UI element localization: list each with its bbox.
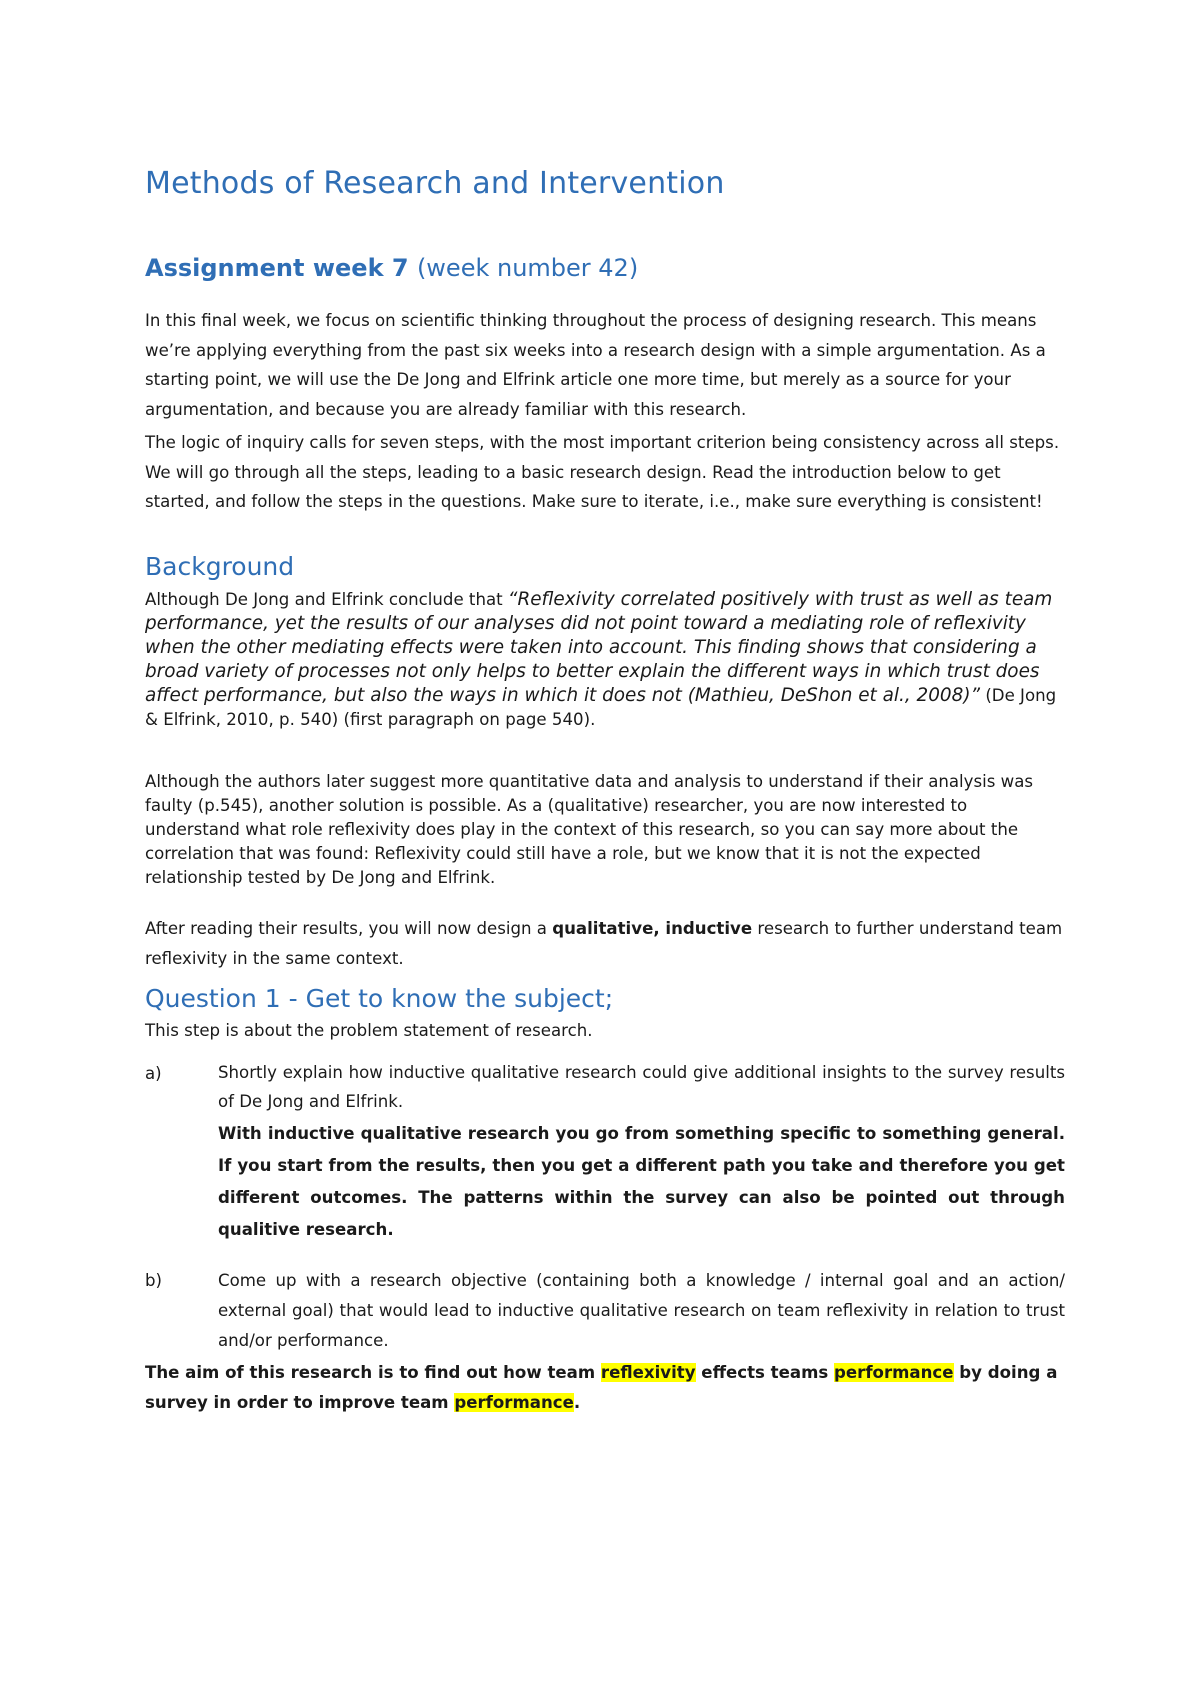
background-paragraph-2: Although the authors later suggest more quantitative data and analysis to understand if their analysis was faulty (p.545), another solution is possible. As a (qualitative) researcher, you are now interested to understand what role reflexivity does play in the context of this research, so you can say more about the correlation that was found: Reflexivity could still have a role, but we know that it is not the expected relationship tested by De Jong and Elfrink. (145, 772, 1034, 887)
qualitative-inductive: qualitative, inductive (552, 919, 753, 938)
highlight-performance-2: performance (454, 1392, 574, 1412)
document-page (145, 0, 1065, 1698)
assignment-subtitle (145, 254, 638, 282)
background-quote-paragraph (145, 588, 1065, 732)
background-heading: Background (145, 552, 295, 581)
question-1b-marker: b) (145, 1271, 163, 1290)
intro-paragraph-2: The logic of inquiry calls for seven steps, with the most important criterion being consistency across all steps. We will go through all the steps, leading to a basic research design. Read the introduction below to get started, and follow the steps in the questions. Make sure to iterate, i.e., make sure everything is consistent! (145, 433, 1060, 511)
background-lead: Although De Jong and Elfrink conclude that (145, 590, 508, 609)
highlight-performance-1: performance (834, 1363, 954, 1382)
week-number: (week number 42) (416, 254, 639, 282)
background-paragraph-3: After reading their results, you will now design a qualitative, inductive research to further understand team reflexivity in the same context. (145, 919, 1063, 968)
intro-paragraph-1: In this final week, we focus on scientific thinking throughout the process of designing research. This means we’re applying everything from the past six weeks into a research design with a simple argumentation. As a starting point, we will use the De Jong and Elfrink article one more time, but merely as a source for your argumentation, and because you are already familiar with this research. (145, 311, 1046, 419)
question-1a-text: Shortly explain how inductive qualitative research could give additional insights to the survey results of De Jong and Elfrink. (218, 1063, 1065, 1111)
question-1a-marker: a) (145, 1064, 162, 1083)
background-quote: “Reflexivity correlated positively with trust as well as team performance, yet the results of our analyses did not point toward a mediating role of reflexivity when the other mediating effects were taken into account. This finding shows that considering a broad variety of processes not only helps to better explain the different ways in which trust does affect performance, but also the ways in which it does not (Mathieu, DeShon et al., 2008)” (145, 589, 1053, 706)
question-1b-answer: The aim of this research is to find out how team reflexivity effects teams performance by doing a survey in order to improve team performance. (145, 1363, 1058, 1412)
document-title: Methods of Research and Intervention (145, 166, 725, 201)
question-1a-answer: With inductive qualitative research you go from something specific to something general. If you start from the results, then you get a different path you take and therefore you get different outcomes. The patterns within the survey can also be pointed out through qualitive research. (218, 1124, 1065, 1239)
background-citation: (De Jong & Elfrink, 2010, p. 540) (first paragraph on page 540). (145, 686, 1057, 729)
assignment-label: Assignment week 7 (145, 254, 409, 282)
question-1b-text: Come up with a research objective (containing both a knowledge / internal goal and an action/ external goal) that would lead to inductive qualitative research on team reflexivity in relation to trust and/or performance. (218, 1271, 1065, 1350)
question-1a (145, 1058, 1065, 1246)
question-1b (145, 1266, 1065, 1356)
highlight-reflexivity: reflexivity (600, 1363, 696, 1382)
question-1-intro: This step is about the problem statement of research. (145, 1021, 593, 1040)
question-1-heading: Question 1 - Get to know the subject; (145, 984, 614, 1013)
